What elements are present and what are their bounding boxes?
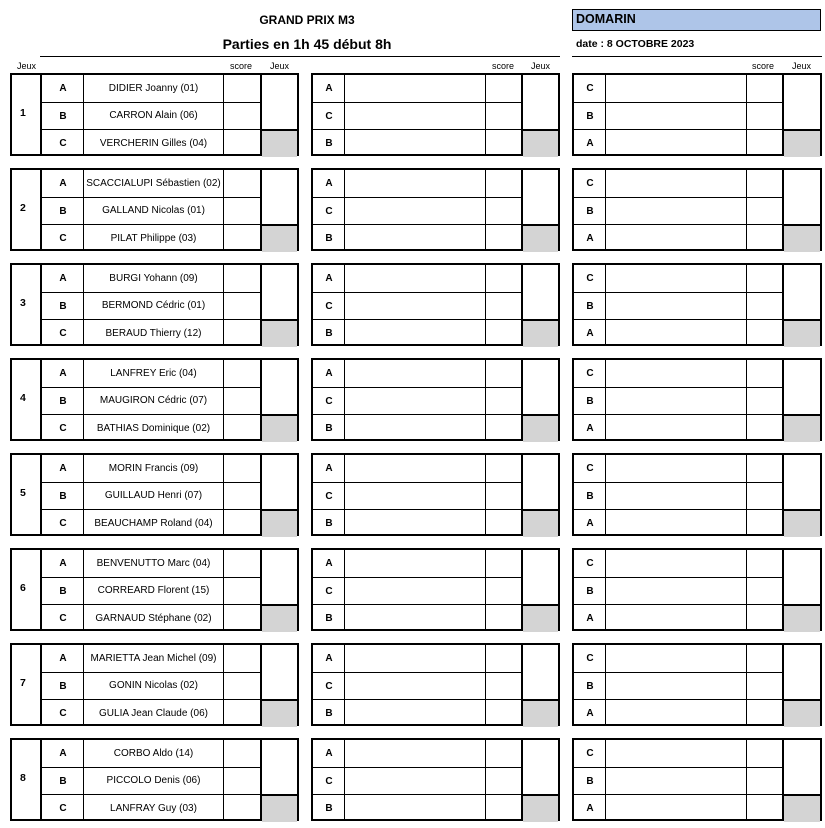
player-name: VERCHERIN Gilles (04) [99, 137, 208, 149]
player-name: PILAT Philippe (03) [110, 232, 197, 244]
jeux-shaded-cell [523, 321, 558, 347]
group-number: 3 [20, 297, 26, 309]
player-letter: B [586, 776, 594, 787]
player-letter: C [586, 558, 594, 569]
player-letter: A [325, 748, 333, 759]
player-letter: A [586, 138, 594, 149]
player-letter: A [59, 463, 67, 474]
group-8-round-1 [10, 738, 299, 821]
group-5-round-3 [572, 453, 822, 536]
player-letter: A [586, 708, 594, 719]
player-letter: A [59, 748, 67, 759]
jeux-shaded-cell [784, 416, 820, 442]
score-divider [223, 360, 224, 439]
group-1-round-3 [572, 73, 822, 156]
player-name: BENVENUTTO Marc (04) [96, 557, 211, 569]
player-letter: B [59, 586, 67, 597]
jeux-shaded-cell [523, 226, 558, 252]
jeux-shaded-cell [523, 131, 558, 157]
jeux-shaded-cell [523, 701, 558, 727]
group-number: 5 [20, 487, 26, 499]
player-name: GONIN Nicolas (02) [109, 680, 198, 691]
row-divider [574, 129, 784, 130]
player-name: GUILLAUD Henri (07) [104, 490, 203, 501]
score-divider [223, 75, 224, 154]
jeux-shaded-cell [262, 701, 297, 727]
player-letter: C [59, 803, 67, 814]
player-letter: B [325, 803, 333, 814]
score-divider [223, 550, 224, 629]
group-number: 2 [20, 202, 26, 214]
row-divider [574, 319, 784, 320]
score-divider [485, 550, 486, 629]
player-letter: B [59, 776, 67, 787]
player-letter: A [586, 328, 594, 339]
player-letter: C [325, 681, 333, 692]
player-name: PICCOLO Denis (06) [106, 775, 201, 786]
player-letter: C [586, 273, 594, 284]
score-divider [746, 75, 747, 154]
jeux-shaded-cell [523, 416, 558, 442]
player-letter: A [59, 368, 67, 379]
player-letter: A [325, 178, 333, 189]
group-number: 1 [20, 107, 26, 119]
row-divider [313, 292, 523, 293]
player-name: BERMOND Cédric (01) [101, 300, 206, 311]
player-letter: B [325, 328, 333, 339]
score-divider [746, 550, 747, 629]
group-number: 8 [20, 772, 26, 784]
player-letter: C [59, 233, 67, 244]
jeux-shaded-cell [262, 416, 297, 442]
group-6-round-3 [572, 548, 822, 631]
row-divider [574, 224, 784, 225]
score-divider [223, 455, 224, 534]
group-2-round-2 [311, 168, 560, 251]
player-name: CORREARD Florent (15) [97, 585, 210, 596]
row-divider [574, 699, 784, 700]
player-letter: A [59, 273, 67, 284]
player-name: CARRON Alain (06) [109, 110, 198, 121]
player-letter: C [586, 748, 594, 759]
group-3-round-2 [311, 263, 560, 346]
jeux-shaded-cell [262, 511, 297, 537]
date-label: date : 8 OCTOBRE 2023 [576, 38, 695, 50]
jeux-header-left: Jeux [17, 61, 37, 71]
player-letter: A [325, 463, 333, 474]
score-divider [746, 360, 747, 439]
row-divider [574, 292, 784, 293]
group-4-round-3 [572, 358, 822, 441]
player-letter: B [586, 206, 594, 217]
player-letter: B [325, 613, 333, 624]
player-letter: A [325, 653, 333, 664]
jeux-shaded-cell [262, 606, 297, 632]
player-letter: B [59, 206, 67, 217]
row-divider [313, 102, 523, 103]
score-divider [746, 740, 747, 819]
score-header-3: score [752, 61, 775, 71]
player-letter: B [59, 491, 67, 502]
player-letter: B [325, 423, 333, 434]
venue-box: DOMARIN [572, 9, 821, 31]
score-divider [485, 75, 486, 154]
row-divider [574, 197, 784, 198]
player-letter: A [59, 83, 67, 94]
score-divider [485, 265, 486, 344]
player-letter: A [325, 558, 333, 569]
group-1-round-2 [311, 73, 560, 156]
player-letter: C [325, 586, 333, 597]
row-divider [313, 482, 523, 483]
player-letter: A [586, 423, 594, 434]
player-letter: B [586, 681, 594, 692]
player-letter: B [59, 111, 67, 122]
score-divider [485, 455, 486, 534]
player-letter: C [586, 463, 594, 474]
row-divider [313, 577, 523, 578]
row-divider [313, 794, 523, 795]
row-divider [574, 604, 784, 605]
group-number: 6 [20, 582, 26, 594]
player-letter: C [325, 301, 333, 312]
player-letter: B [586, 586, 594, 597]
page-title: GRAND PRIX M3 [259, 13, 355, 27]
score-divider [223, 645, 224, 724]
score-divider [746, 455, 747, 534]
player-letter: B [586, 111, 594, 122]
score-divider [485, 170, 486, 249]
player-letter: B [586, 396, 594, 407]
player-name: BATHIAS Dominique (02) [96, 422, 211, 434]
row-divider [313, 129, 523, 130]
row-divider [313, 509, 523, 510]
row-divider [313, 672, 523, 673]
jeux-shaded-cell [784, 131, 820, 157]
player-letter: B [59, 301, 67, 312]
row-divider [313, 767, 523, 768]
score-divider [746, 265, 747, 344]
header-rule-left [40, 56, 560, 57]
player-letter: C [586, 653, 594, 664]
jeux-shaded-cell [523, 511, 558, 537]
player-letter: A [59, 558, 67, 569]
row-divider [313, 319, 523, 320]
jeux-shaded-cell [784, 511, 820, 537]
player-name: CORBO Aldo (14) [113, 747, 194, 759]
score-divider [746, 645, 747, 724]
group-3-round-1 [10, 263, 299, 346]
player-name: MAUGIRON Cédric (07) [99, 395, 208, 406]
jeux-shaded-cell [784, 701, 820, 727]
player-letter: A [586, 233, 594, 244]
page-subtitle: Parties en 1h 45 début 8h [222, 36, 392, 52]
jeux-shaded-cell [784, 321, 820, 347]
group-7-round-2 [311, 643, 560, 726]
player-letter: C [59, 708, 67, 719]
player-name: LANFREY Eric (04) [110, 367, 197, 379]
row-divider [574, 794, 784, 795]
group-2-round-3 [572, 168, 822, 251]
player-letter: A [59, 653, 67, 664]
player-letter: C [325, 776, 333, 787]
player-letter: C [325, 396, 333, 407]
row-divider [313, 604, 523, 605]
row-divider [574, 414, 784, 415]
player-name: GALLAND Nicolas (01) [102, 205, 205, 216]
player-name: DIDIER Joanny (01) [108, 82, 199, 94]
score-divider [223, 265, 224, 344]
player-letter: B [325, 708, 333, 719]
score-divider [746, 170, 747, 249]
player-letter: C [325, 206, 333, 217]
player-letter: C [586, 178, 594, 189]
player-letter: A [586, 518, 594, 529]
row-divider [574, 577, 784, 578]
player-letter: B [59, 681, 67, 692]
player-letter: C [59, 328, 67, 339]
row-divider [574, 672, 784, 673]
jeux-shaded-cell [784, 226, 820, 252]
player-letter: A [325, 273, 333, 284]
player-name: BEAUCHAMP Roland (04) [94, 517, 213, 529]
group-8-round-3 [572, 738, 822, 821]
row-divider [574, 102, 784, 103]
player-letter: A [325, 83, 333, 94]
player-letter: C [586, 368, 594, 379]
player-letter: A [586, 803, 594, 814]
player-name: LANFRAY Guy (03) [110, 802, 197, 814]
group-6-round-2 [311, 548, 560, 631]
score-divider [223, 170, 224, 249]
jeux-header-3: Jeux [792, 61, 812, 71]
group-7-round-1 [10, 643, 299, 726]
group-5-round-2 [311, 453, 560, 536]
group-3-round-3 [572, 263, 822, 346]
player-name: MARIETTA Jean Michel (09) [90, 652, 217, 664]
score-header-1: score [230, 61, 253, 71]
row-divider [313, 197, 523, 198]
group-7-round-3 [572, 643, 822, 726]
row-divider [574, 767, 784, 768]
row-divider [313, 699, 523, 700]
player-letter: C [59, 613, 67, 624]
player-letter: C [325, 111, 333, 122]
jeux-shaded-cell [262, 131, 297, 157]
group-6-round-1 [10, 548, 299, 631]
player-name: SCACCIALUPI Sébastien (02) [86, 177, 221, 189]
jeux-shaded-cell [262, 796, 297, 822]
player-name: BERAUD Thierry (12) [105, 327, 202, 339]
group-8-round-2 [311, 738, 560, 821]
player-letter: B [325, 233, 333, 244]
jeux-header-1: Jeux [270, 61, 290, 71]
player-letter: A [325, 368, 333, 379]
row-divider [313, 224, 523, 225]
group-1-round-1 [10, 73, 299, 156]
player-name: GULIA Jean Claude (06) [99, 707, 208, 719]
jeux-shaded-cell [784, 606, 820, 632]
row-divider [313, 414, 523, 415]
row-divider [574, 387, 784, 388]
group-number: 4 [20, 392, 26, 404]
score-divider [485, 740, 486, 819]
player-letter: B [586, 301, 594, 312]
jeux-header-2: Jeux [531, 61, 551, 71]
score-header-2: score [492, 61, 515, 71]
jeux-shaded-cell [262, 321, 297, 347]
player-letter: B [59, 396, 67, 407]
group-4-round-2 [311, 358, 560, 441]
player-letter: C [59, 518, 67, 529]
player-name: GARNAUD Stéphane (02) [95, 612, 212, 624]
jeux-shaded-cell [262, 226, 297, 252]
header-rule-right [572, 56, 822, 57]
player-name: MORIN Francis (09) [108, 462, 199, 474]
player-letter: C [586, 83, 594, 94]
player-letter: B [586, 491, 594, 502]
player-letter: A [586, 613, 594, 624]
jeux-shaded-cell [523, 606, 558, 632]
row-divider [574, 482, 784, 483]
group-5-round-1 [10, 453, 299, 536]
player-letter: B [325, 518, 333, 529]
player-letter: A [59, 178, 67, 189]
player-letter: B [325, 138, 333, 149]
row-divider [313, 387, 523, 388]
row-divider [574, 509, 784, 510]
player-letter: C [59, 423, 67, 434]
player-letter: C [59, 138, 67, 149]
player-name: BURGI Yohann (09) [109, 272, 198, 284]
score-divider [223, 740, 224, 819]
group-4-round-1 [10, 358, 299, 441]
jeux-shaded-cell [523, 796, 558, 822]
group-2-round-1 [10, 168, 299, 251]
group-number: 7 [20, 677, 26, 689]
score-divider [485, 360, 486, 439]
jeux-shaded-cell [784, 796, 820, 822]
player-letter: C [325, 491, 333, 502]
score-divider [485, 645, 486, 724]
